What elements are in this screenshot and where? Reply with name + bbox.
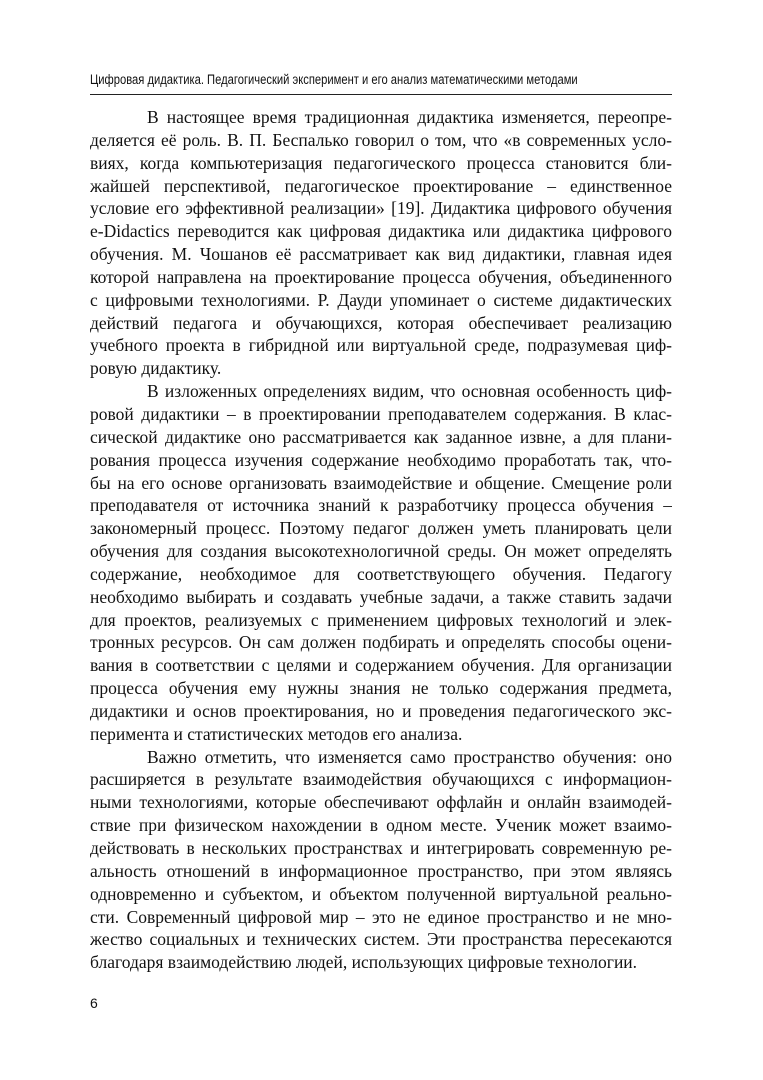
text-line: расширяется в результате взаимодействия обучающихся с информацион- <box>90 769 672 790</box>
text-line: с цифровыми технологиями. Р. Дауди упоминает о системе дидактических <box>90 289 672 310</box>
text-line: деляется её роль. В. П. Беспалько говорил о том, что «в современных усло- <box>90 129 672 150</box>
paragraph-2 <box>90 380 672 746</box>
text-line: действовать в нескольких пространствах и интегрировать современную ре- <box>90 838 672 858</box>
text-line: перимента и статистических методов его анализа. <box>90 723 463 744</box>
text-line: дидактики и основ проектирования, но и проведения педагогического экс- <box>90 700 672 721</box>
text-line: ровой дидактики – в проектировании преподавателем содержания. В клас- <box>90 403 672 424</box>
text-line: которой направлена на проектирование процесса обучения, объединенного <box>90 266 672 287</box>
text-line: действий педагога и обучающихся, которая обеспечивает реализацию <box>90 312 672 333</box>
text-line: обучения. М. Чошанов её рассматривает как вид дидактики, главная идея <box>90 244 672 265</box>
text-line: содержание, необходимое для соответствующего обучения. Педагогу <box>90 563 672 584</box>
text-line: альность отношений в информационное пространство, при этом являясь <box>90 860 672 881</box>
text-line: тронных ресурсов. Он сам должен подбирать и определять способы оцени- <box>90 632 672 653</box>
text-line: процесса обучения ему нужны знания не только содержания предмета, <box>90 678 672 699</box>
text-line: В настоящее время традиционная дидактика изменяется, переопре- <box>147 107 672 127</box>
paragraph-1 <box>90 106 672 380</box>
text-line: жайшей перспективой, педагогическое проектирование – единственное <box>90 175 672 196</box>
paragraph-3 <box>90 746 672 974</box>
text-line: необходимо выбирать и создавать учебные задачи, а также ставить задачи <box>90 586 672 607</box>
text-line: e-Didactics переводится как цифровая дидактика или дидактика цифрового <box>90 221 672 242</box>
header-rule <box>90 94 672 95</box>
text-line: учебного проекта в гибридной или виртуальной среде, подразумевая циф- <box>90 335 672 356</box>
page-number: 6 <box>90 995 98 1011</box>
text-line: преподавателя от источника знаний к разработчику процесса обучения – <box>90 495 672 516</box>
text-line: В изложенных определениях видим, что основная особенность циф- <box>147 381 672 402</box>
text-line: ствие при физическом нахождении в одном месте. Ученик может взаимо- <box>90 815 672 836</box>
text-line: бы на его основе организовать взаимодействие и общение. Смещение роли <box>90 472 672 493</box>
text-line: обучения для создания высокотехнологичной среды. Он может определять <box>90 541 672 562</box>
text-line: жество социальных и технических систем. Эти пространства пересекаются <box>90 929 672 950</box>
text-line: рования процесса изучения содержание необходимо проработать так, что- <box>90 449 672 470</box>
text-line: закономерный процесс. Поэтому педагог должен уметь планировать цели <box>90 518 672 539</box>
text-line: ными технологиями, которые обеспечивают оффлайн и онлайн взаимодей- <box>90 792 672 813</box>
text-line: одновременно и субъектом, и объектом полученной виртуальной реально- <box>90 883 672 904</box>
text-line: сической дидактике оно рассматривается как заданное извне, а для плани- <box>90 426 672 447</box>
text-line: Важно отметить, что изменяется само пространство обучения: оно <box>147 746 672 767</box>
text-line: для проектов, реализуемых с применением цифровых технологий и элек- <box>90 609 672 630</box>
body-text <box>90 106 672 974</box>
text-line: виях, когда компьютеризация педагогического процесса становится бли- <box>90 152 672 173</box>
running-header: Цифровая дидактика. Педагогический эксперимент и его анализ математическими методами <box>90 72 578 87</box>
text-line: условие его эффективной реализации» [19]. Дидактика цифрового обучения <box>90 198 672 219</box>
text-line: ровую дидактику. <box>90 358 222 379</box>
text-line: вания в соответствии с целями и содержанием обучения. Для организации <box>90 655 672 676</box>
text-line: благодаря взаимодействию людей, использующих цифровые технологии. <box>90 952 638 973</box>
text-line: сти. Современный цифровой мир – это не единое пространство и не мно- <box>90 906 672 927</box>
